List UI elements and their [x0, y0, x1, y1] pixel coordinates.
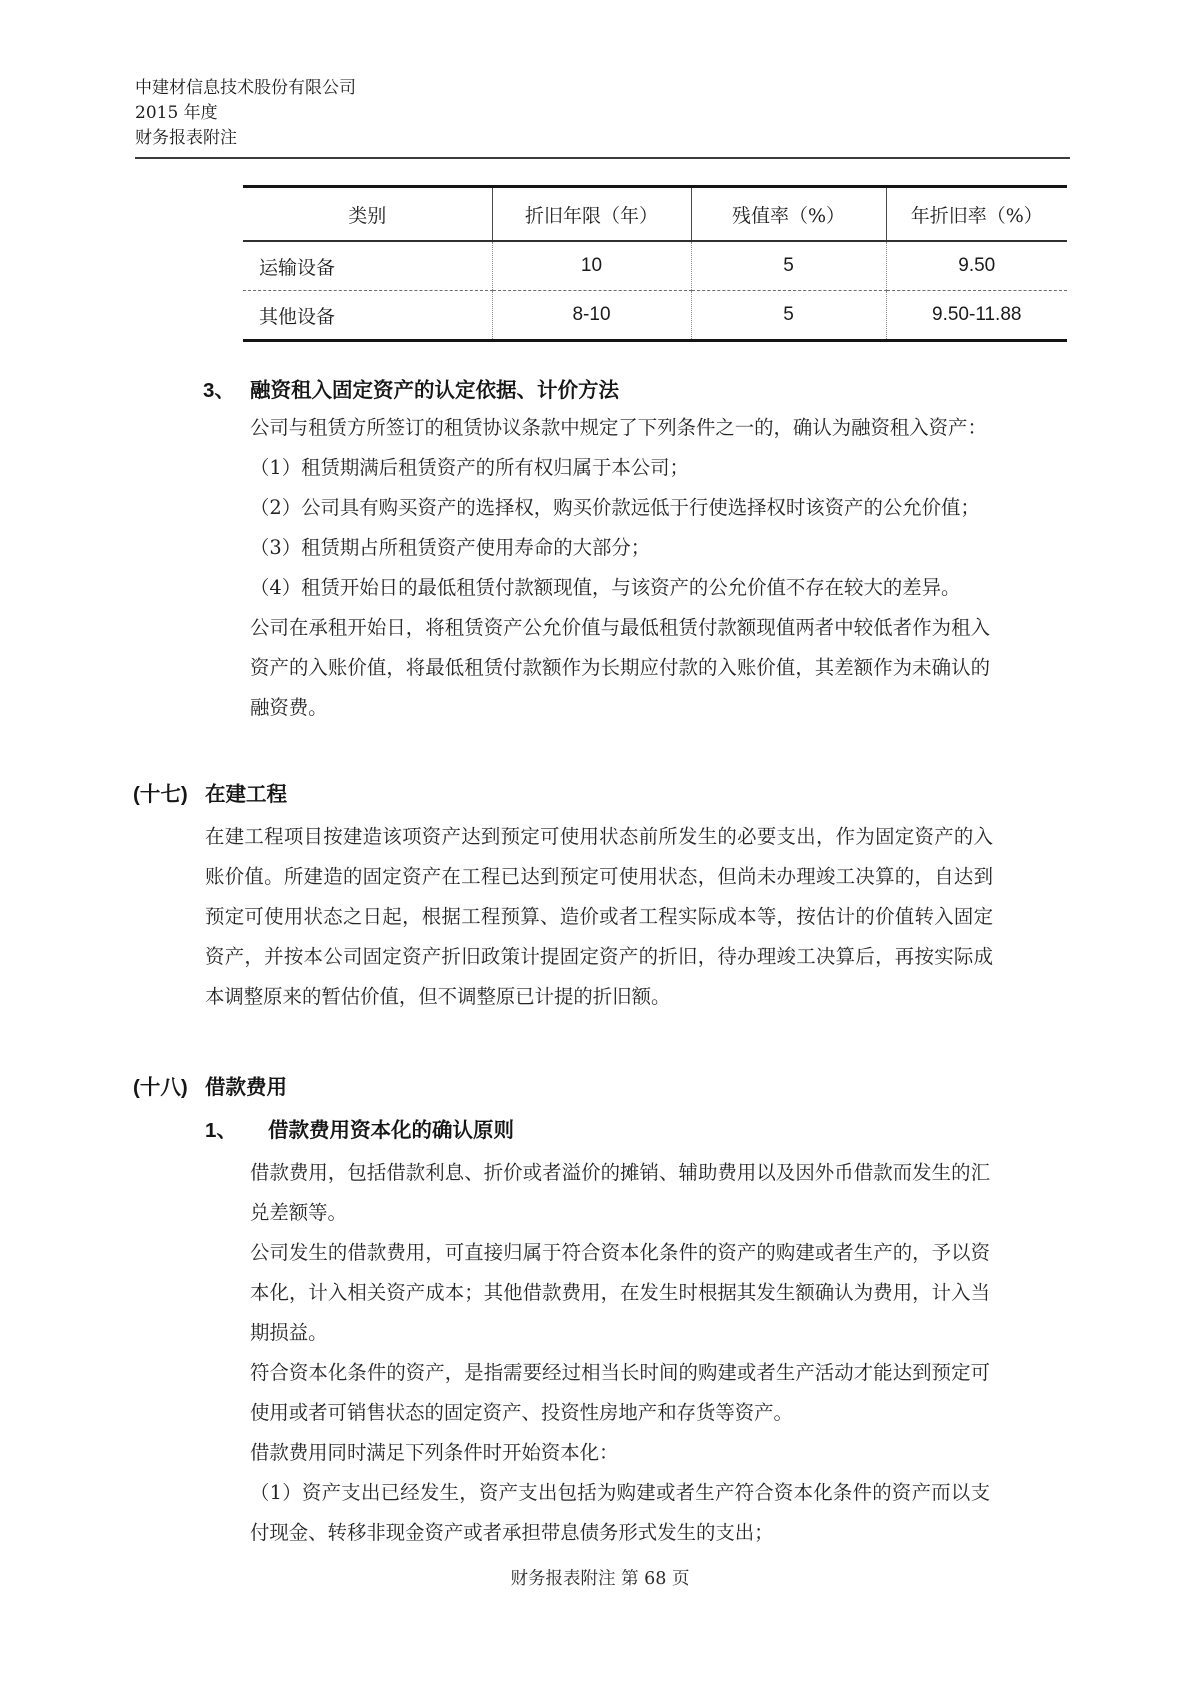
list-item: （2）公司具有购买资产的选择权，购买价款远低于行使选择权时该资产的公允价值；	[250, 496, 980, 519]
section-18-title: 借款费用	[205, 1076, 287, 1099]
paragraph: 公司发生的借款费用，可直接归属于符合资本化条件的资产的购建或者生产的，予以资本化，计入相关资产成本；其他借款费用，在发生时根据其发生额确认为费用，计入当期损益。	[250, 1241, 990, 1344]
company-name: 中建材信息技术股份有限公司	[135, 78, 356, 98]
section-18-heading	[133, 1071, 1200, 1105]
table-row	[243, 291, 1067, 341]
page-header	[135, 76, 1200, 151]
footer-page-label: 财务报表附注 第 68 页	[510, 1569, 690, 1589]
section-18-sub1-heading	[205, 1114, 1200, 1148]
fiscal-year: 2015 年度	[135, 103, 218, 123]
section-3-number: 3、	[203, 379, 235, 402]
table-cell-residual: 5	[691, 291, 886, 341]
table-cell-category: 其他设备	[259, 305, 336, 328]
section-3-title: 融资租入固定资产的认定依据、计价方法	[250, 379, 619, 402]
paragraph: 借款费用，包括借款利息、折价或者溢价的摊销、辅助费用以及因外币借款而发生的汇兑差额等。	[250, 1161, 990, 1224]
table-header-cell-depreciation-years: 折旧年限（年）	[492, 187, 691, 242]
table-cell-annual: 9.50-11.88	[886, 291, 1067, 341]
depreciation-table	[243, 185, 1067, 342]
section-18-sub1-title: 借款费用资本化的确认原则	[268, 1119, 514, 1142]
table-cell-years: 10	[492, 241, 691, 291]
list-item: （1）租赁期满后租赁资产的所有权归属于本公司；	[250, 456, 689, 479]
table-row	[243, 241, 1067, 291]
section-3-body	[250, 408, 990, 728]
table-cell-years: 8-10	[492, 291, 691, 341]
section-17-heading	[133, 778, 1200, 812]
section-3-heading	[203, 374, 1200, 408]
table-cell-residual: 5	[691, 241, 886, 291]
paragraph: 符合资本化条件的资产，是指需要经过相当长时间的购建或者生产活动才能达到预定可使用或者可销售状态的固定资产、投资性房地产和存货等资产。	[250, 1361, 990, 1424]
table-cell-category: 运输设备	[243, 241, 492, 291]
doc-title: 财务报表附注	[135, 128, 237, 148]
section-18-sub1-number: 1、	[205, 1119, 237, 1142]
section-17-label: (十七)	[133, 783, 188, 806]
table-cell-annual: 9.50	[886, 241, 1067, 291]
section-18-label: (十八)	[133, 1076, 188, 1099]
section-17-title: 在建工程	[205, 783, 287, 806]
page-footer	[0, 1567, 1200, 1592]
paragraph: 公司与租赁方所签订的租赁协议条款中规定了下列条件之一的，确认为融资租入资产：	[250, 416, 987, 439]
list-item: （3）租赁期占所租赁资产使用寿命的大部分；	[250, 536, 651, 559]
table-header-row	[243, 187, 1067, 242]
section-18-sub1-body	[250, 1153, 990, 1553]
table-header-cell-residual-rate: 残值率（%）	[691, 187, 886, 242]
paragraph: 公司在承租开始日，将租赁资产公允价值与最低租赁付款额现值两者中较低者作为租入资产的入账价值，将最低租赁付款额作为长期应付款的入账价值，其差额作为未确认的融资费。	[250, 616, 990, 719]
section-17-paragraph: 在建工程项目按建造该项资产达到预定可使用状态前所发生的必要支出，作为固定资产的入账价值。所建造的固定资产在工程已达到预定可使用状态，但尚未办理竣工决算的，自达到预定可使用状态之日起，根据工程预算、造价或者工程实际成本等，按估计的价值转入固定资产，并按本公司固定资产折旧政策计提固定资产的折旧，待办理竣工决算后，再按实际成本调整原来的暂估价值，但不调整原已计提的折旧额。	[205, 825, 993, 1008]
table-header-cell-category: 类别	[243, 187, 492, 242]
table-header-cell-annual-rate: 年折旧率（%）	[886, 187, 1067, 242]
list-item: （4）租赁开始日的最低租赁付款额现值，与该资产的公允价值不存在较大的差异。	[250, 576, 961, 599]
paragraph: 借款费用同时满足下列条件时开始资本化：	[250, 1441, 619, 1464]
list-item: （1）资产支出已经发生，资产支出包括为购建或者生产符合资本化条件的资产而以支付现金、转移非现金资产或者承担带息债务形式发生的支出；	[250, 1481, 990, 1544]
header-rule	[135, 157, 1070, 159]
